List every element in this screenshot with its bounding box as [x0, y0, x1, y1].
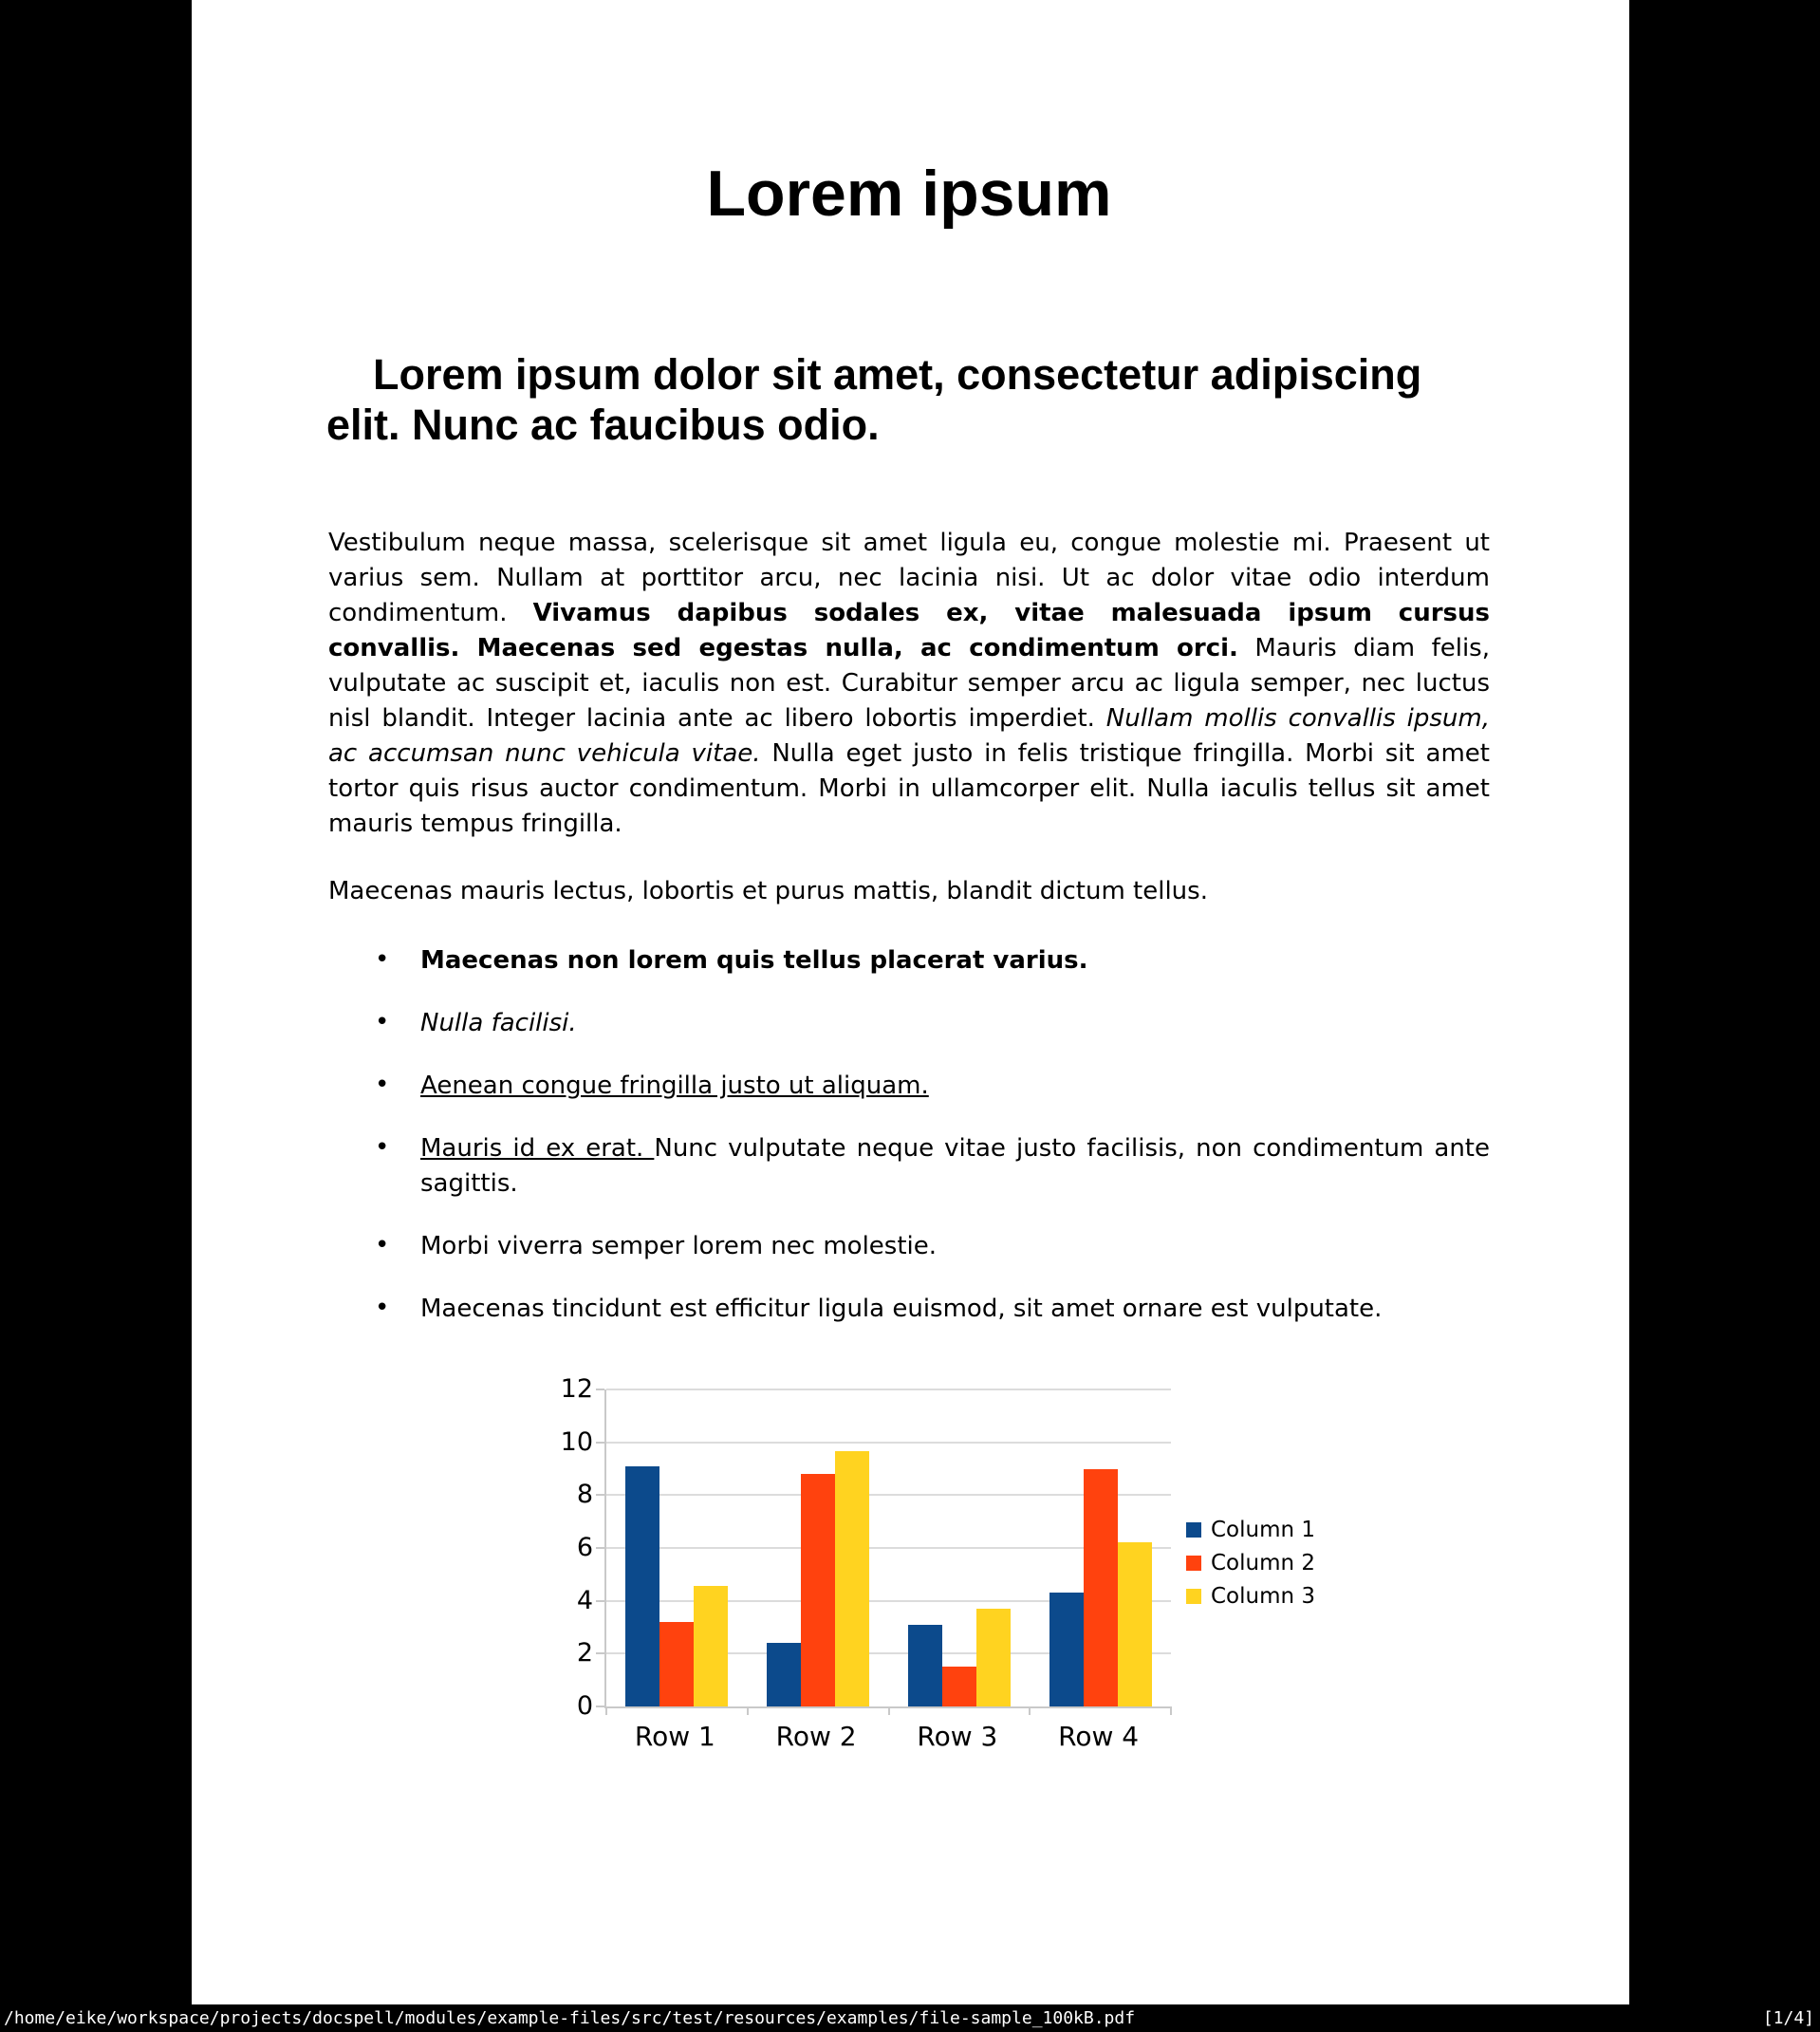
bar-group: [748, 1389, 889, 1706]
paragraph-line: [328, 666, 1490, 701]
x-tick-mark: [747, 1706, 749, 1715]
status-bar: [0, 2004, 1820, 2032]
x-tick-mark: [1170, 1706, 1172, 1715]
text-segment: condimentum.: [328, 599, 533, 627]
text-segment: sagittis.: [420, 1169, 518, 1198]
list-item: [375, 1229, 1490, 1264]
status-page-indicator: [1/4]: [1762, 2008, 1814, 2028]
subtitle-line: elit. Nunc ac faucibus odio.: [326, 401, 880, 449]
text-segment: Mauris id ex erat.: [420, 1134, 655, 1163]
bar: [694, 1586, 728, 1706]
x-axis-label: Row 2: [775, 1721, 857, 1752]
bar-group: [1030, 1389, 1171, 1706]
bar: [835, 1451, 869, 1706]
y-tick-label: 8: [576, 1480, 593, 1510]
bar: [1049, 1593, 1084, 1706]
list-item-line: [420, 1006, 1490, 1041]
bullet-marker: •: [375, 1008, 390, 1036]
document-subtitle: [326, 349, 1522, 450]
bar-chart: [560, 1374, 1563, 1788]
x-tick-mark: [888, 1706, 890, 1715]
text-segment: Vivamus dapibus sodales ex, vitae malesuada ipsum cursus: [532, 599, 1490, 627]
list-item-line: [420, 943, 1490, 979]
list-item: [375, 1131, 1490, 1202]
legend-label: Column 2: [1211, 1550, 1316, 1575]
y-tick-mark: [596, 1600, 604, 1602]
bar: [625, 1466, 659, 1706]
subtitle-line: Lorem ipsum dolor sit amet, consectetur adipiscing: [373, 350, 1422, 399]
legend-swatch: [1186, 1556, 1201, 1571]
bar: [659, 1622, 694, 1706]
bullet-list: [375, 943, 1490, 1354]
text-segment: convallis. Maecenas sed egestas nulla, ac condimentum orci.: [328, 634, 1238, 662]
legend-item: [1186, 1546, 1315, 1579]
list-item-line: [420, 1131, 1490, 1166]
body-paragraph: Maecenas mauris lectus, lobortis et purus mattis, blandit dictum tellus.: [328, 877, 1208, 905]
y-tick-mark: [596, 1442, 604, 1444]
bullet-marker: •: [375, 945, 390, 974]
text-segment: varius sem. Nullam at porttitor arcu, nec lacinia nisi. Ut ac dolor vitae odio interdum: [328, 564, 1490, 592]
legend-label: Column 1: [1211, 1517, 1316, 1542]
text-segment: mauris tempus fringilla.: [328, 810, 622, 838]
paragraph-line: [328, 631, 1490, 666]
bullet-marker: •: [375, 1071, 390, 1099]
y-tick-label: 12: [560, 1374, 593, 1404]
bar: [942, 1667, 976, 1706]
chart-plot: [604, 1389, 1171, 1708]
text-segment: Nunc vulputate neque vitae justo facilisis, non condimentum ante: [654, 1134, 1490, 1163]
bullet-marker: •: [375, 1133, 390, 1162]
y-tick-mark: [596, 1547, 604, 1549]
text-segment: nisl blandit. Integer lacinia ante ac libero lobortis imperdiet.: [328, 704, 1106, 733]
list-item-line: [420, 1069, 1490, 1104]
y-tick-mark: [596, 1706, 604, 1707]
y-tick-label: 4: [576, 1585, 593, 1615]
list-item: [375, 1069, 1490, 1104]
text-segment: ac accumsan nunc vehicula vitae.: [328, 739, 761, 768]
y-tick-label: 10: [560, 1426, 593, 1457]
body-paragraph: [328, 526, 1490, 842]
paragraph-line: [328, 701, 1490, 736]
bar-group: [606, 1389, 748, 1706]
chart-legend: [1186, 1513, 1315, 1613]
y-tick-mark: [596, 1389, 604, 1390]
bar: [1118, 1542, 1152, 1706]
text-segment: Nullam mollis convallis ipsum,: [1105, 704, 1490, 733]
text-segment: Maecenas non lorem quis tellus placerat varius.: [420, 946, 1088, 975]
text-segment: Nulla facilisi.: [420, 1009, 577, 1037]
text-segment: Morbi viverra semper lorem nec molestie.: [420, 1232, 938, 1260]
status-file-path: /home/eike/workspace/projects/docspell/modules/example-files/src/test/resources/examples/file-sample_100kB.pdf: [4, 2008, 1136, 2028]
bullet-marker: •: [375, 1231, 390, 1259]
bar: [908, 1625, 942, 1706]
y-tick-mark: [596, 1494, 604, 1496]
text-segment: Aenean congue fringilla justo ut aliquam.: [420, 1072, 929, 1100]
list-item-line: [420, 1292, 1490, 1327]
list-item: [375, 1292, 1490, 1327]
text-segment: Mauris diam felis,: [1237, 634, 1490, 662]
paragraph-line: [328, 561, 1490, 596]
bar-group: [889, 1389, 1031, 1706]
text-segment: Maecenas tincidunt est efficitur ligula euismod, sit amet ornare est vulputate.: [420, 1295, 1383, 1323]
bar: [801, 1474, 835, 1706]
text-segment: vulputate ac suscipit et, iaculis non est. Curabitur semper arcu ac ligula semper, nec luctus: [328, 669, 1490, 698]
list-item: [375, 943, 1490, 979]
bullet-marker: •: [375, 1294, 390, 1322]
list-item: [375, 1006, 1490, 1041]
y-tick-label: 2: [576, 1638, 593, 1668]
bar: [767, 1643, 801, 1706]
y-tick-mark: [596, 1652, 604, 1654]
y-tick-label: 6: [576, 1533, 593, 1562]
legend-item: [1186, 1513, 1315, 1546]
text-segment: Vestibulum neque massa, scelerisque sit amet ligula eu, congue molestie mi. Praesent ut: [328, 529, 1490, 557]
text-segment: tortor quis risus auctor condimentum. Morbi in ullamcorper elit. Nulla iaculis tellus sit amet: [328, 774, 1490, 803]
paragraph-line: [328, 526, 1490, 561]
paragraph-line: [328, 807, 1490, 842]
x-axis-label: Row 1: [634, 1721, 715, 1752]
paragraph-line: [328, 772, 1490, 807]
legend-label: Column 3: [1211, 1583, 1316, 1609]
list-item-line: [420, 1166, 1490, 1202]
paragraph-line: [328, 736, 1490, 772]
y-tick-label: 0: [576, 1691, 593, 1721]
text-segment: Nulla eget justo in felis tristique fringilla. Morbi sit amet: [760, 739, 1490, 768]
bar: [1084, 1469, 1118, 1707]
bar: [976, 1609, 1011, 1706]
document-title: Lorem ipsum: [706, 158, 1112, 230]
x-tick-mark: [1029, 1706, 1031, 1715]
legend-item: [1186, 1579, 1315, 1613]
legend-swatch: [1186, 1589, 1201, 1604]
list-item-line: [420, 1229, 1490, 1264]
x-axis-label: Row 4: [1058, 1721, 1140, 1752]
paragraph-line: [328, 596, 1490, 631]
pdf-page: [192, 0, 1629, 2004]
x-axis-label: Row 3: [917, 1721, 998, 1752]
x-tick-mark: [605, 1706, 607, 1715]
legend-swatch: [1186, 1522, 1201, 1538]
